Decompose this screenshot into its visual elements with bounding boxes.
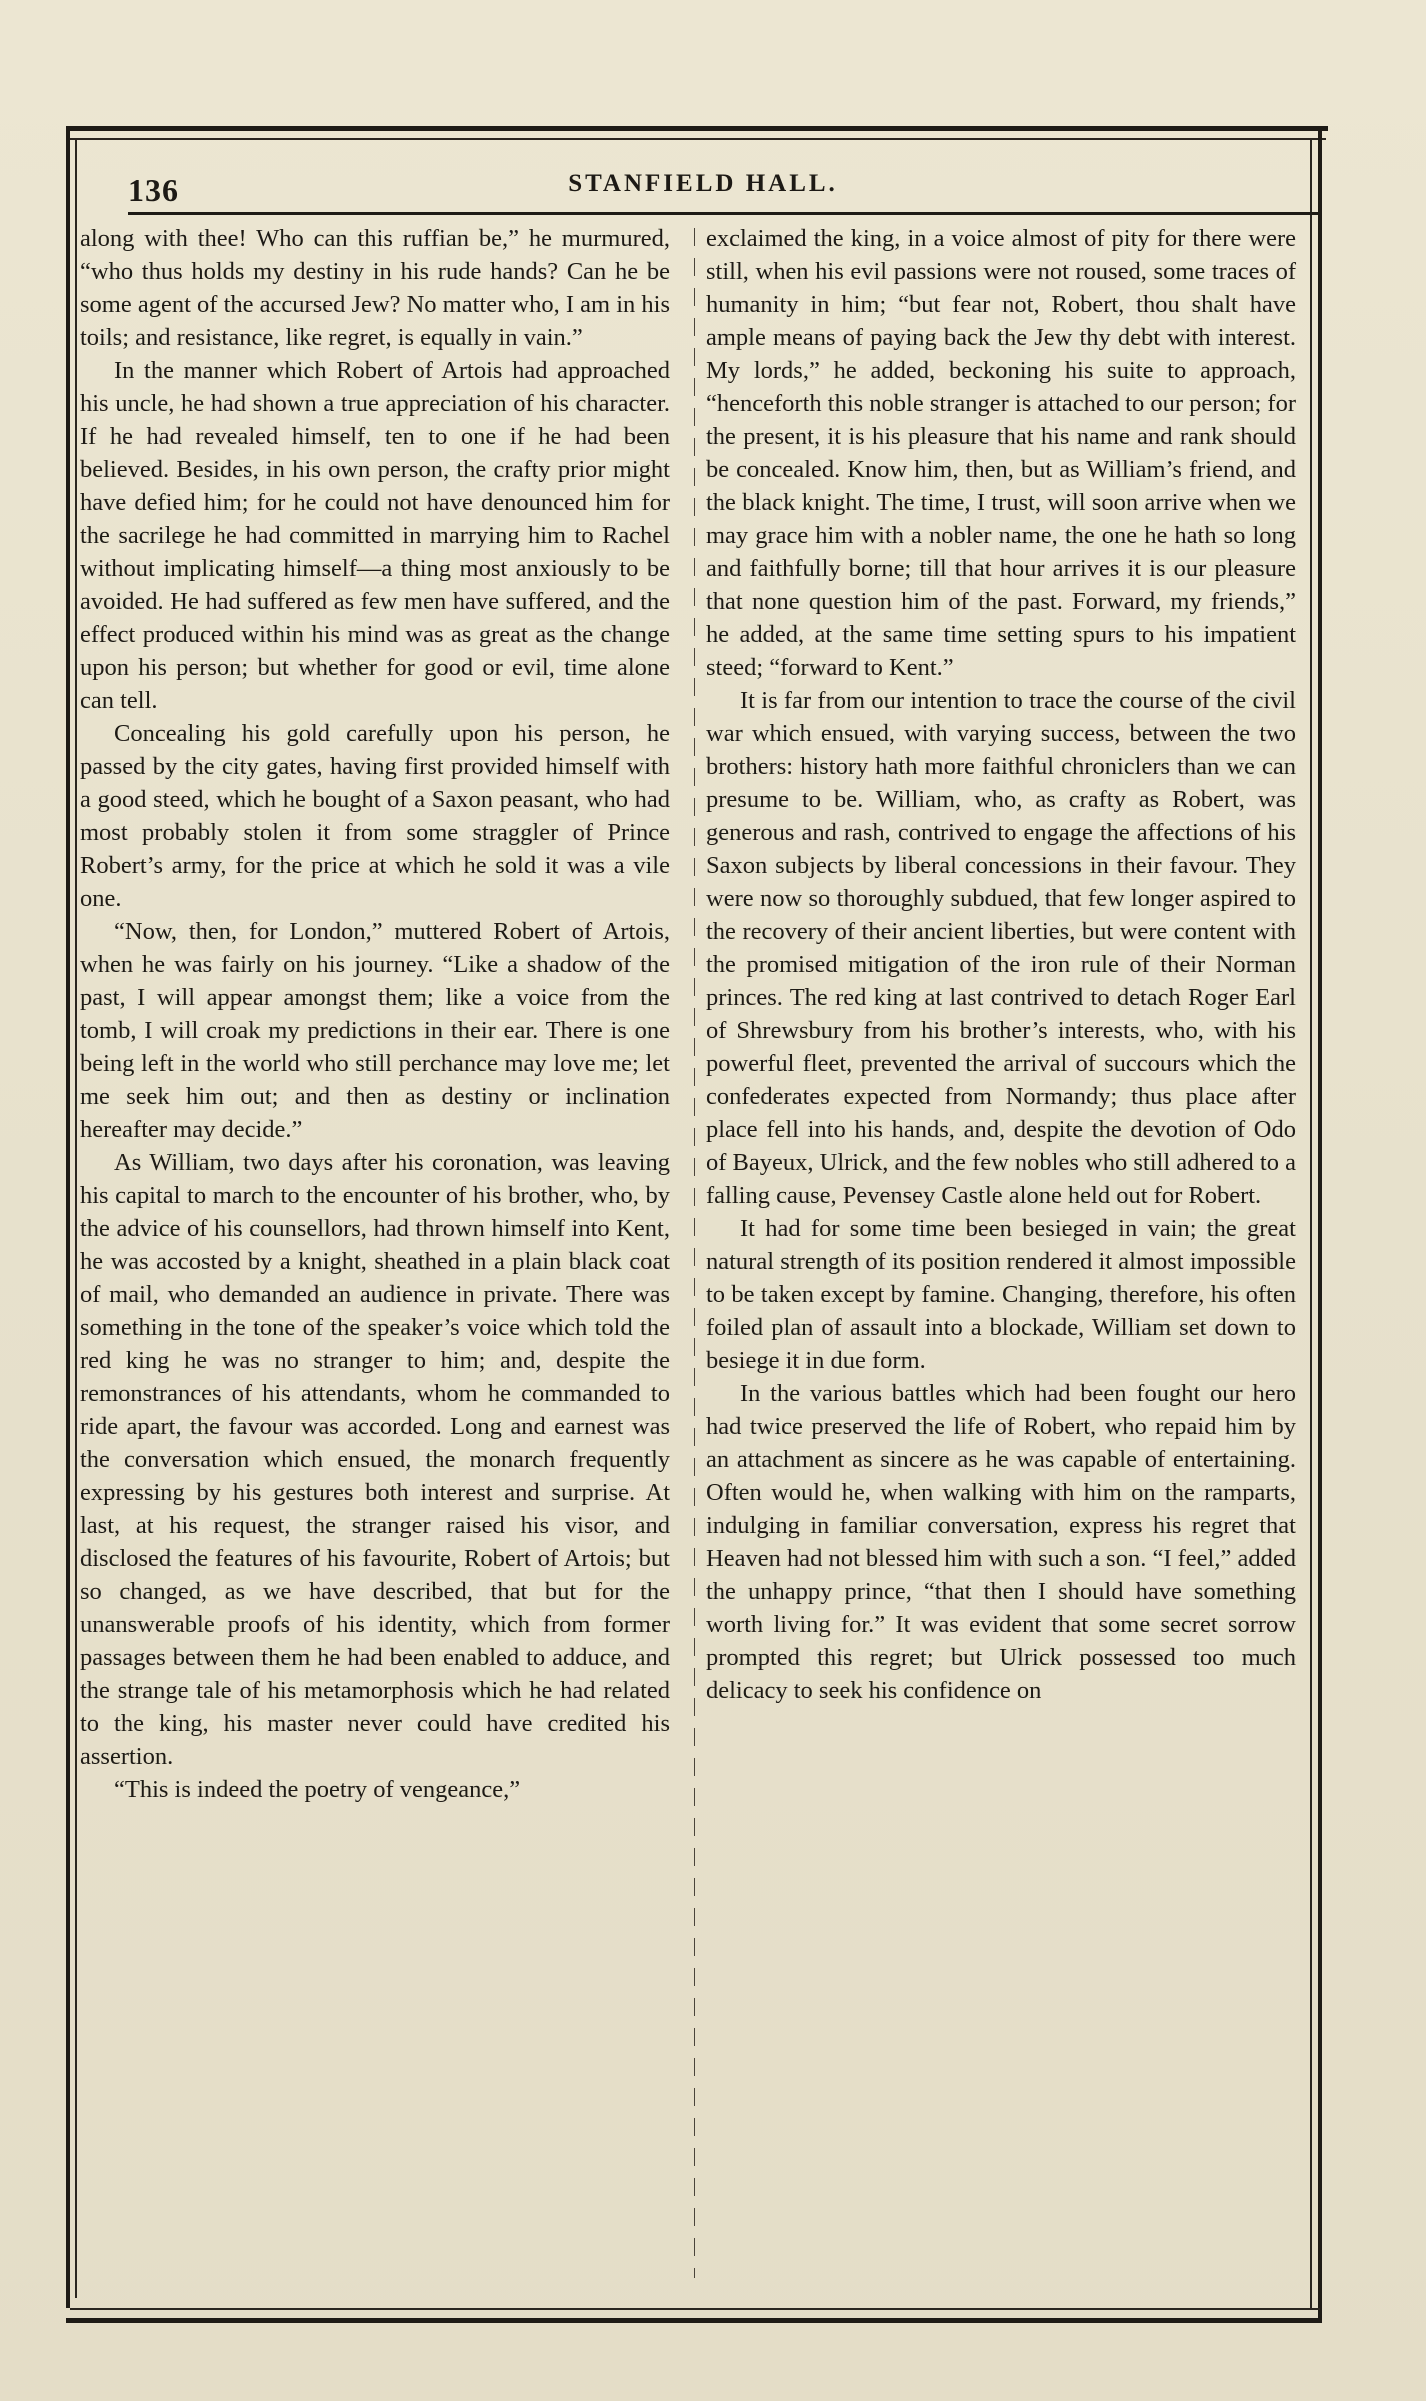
paragraph: As William, two days after his coronation, was leaving his capital to march to the encounter of his brother, who, by the advice of his counsellors, had thrown himself into Kent, he was accosted by a knight, sheathed in a plain black coat of mail, who demanded an audience in private. There was something in the tone of the speaker’s voice which told the red king he was no stranger to him; and, despite the remonstrances of his attendants, whom he commanded to ride apart, the favour was accorded. Long and earnest was the conversation which ensued, the monarch frequently expressing by his gestures both interest and surprise. At last, at his request, the stranger raised his visor, and disclosed the features of his favourite, Robert of Artois; but so changed, as we have described, that but for the unanswerable proofs of his identity, which from former passages between them he had been enabled to adduce, and the strange tale of his metamorphosis which he had related to the king, his master never could have credited his assertion. bbox=[80, 1149, 670, 1770]
page-number: 136 bbox=[128, 172, 179, 208]
right-column bbox=[706, 222, 1296, 1707]
paragraph: Concealing his gold carefully upon his person, he passed by the city gates, having first provided himself with a good steed, which he bought of a Saxon peasant, who had most probably stolen it from some straggler of Prince Robert’s army, for the price at which he sold it was a vile one. bbox=[80, 720, 670, 912]
header-rule bbox=[128, 212, 1318, 215]
frame-top-rule bbox=[66, 126, 1328, 131]
frame-bottom-inner-rule bbox=[70, 2308, 1320, 2310]
paragraph: In the various battles which had been fought our hero had twice preserved the life of Robert, who repaid him by an attachment as sincere as he was capable of entertaining. Often would he, when walking with him on the ramparts, indulging in familiar conversation, express his regret that Heaven had not blessed him with such a son. “I feel,” added the unhappy prince, “that then I should have something worth living for.” It was evident that some secret sorrow prompted this regret; but Ulrick possessed too much delicacy to seek his confidence on bbox=[706, 1380, 1296, 1704]
frame-top-inner-rule bbox=[70, 138, 1326, 140]
frame-right-rule bbox=[1318, 128, 1322, 2318]
page-header bbox=[128, 160, 1278, 210]
paragraph: “Now, then, for London,” muttered Robert of Artois, when he was fairly on his journey. “Like a shadow of the past, I will appear amongst them; like a voice from the tomb, I will croak my predictions in their ear. There is one being left in the world who still perchance may love me; let me seek him out; and then as destiny or inclination hereafter may decide.” bbox=[80, 918, 670, 1143]
paragraph: “This is indeed the poetry of vengeance,” bbox=[114, 1776, 521, 1803]
frame-left-inner-rule bbox=[75, 138, 77, 2298]
running-title: STANFIELD HALL. bbox=[568, 170, 838, 197]
frame-left-rule bbox=[66, 128, 70, 2308]
paragraph: In the manner which Robert of Artois had approached his uncle, he had shown a true appreciation of his character. If he had revealed himself, ten to one if he had been believed. Besides, in his own person, the crafty prior might have defied him; for he could not have denounced him for the sacrilege he had committed in marrying him to Rachel without implicating himself—a thing most anxiously to be avoided. He had suffered as few men have suffered, and the effect produced within his mind was as great as the change upon his person; but whether for good or evil, time alone can tell. bbox=[80, 357, 670, 714]
frame-right-inner-rule bbox=[1310, 138, 1312, 2308]
frame-bottom-rule bbox=[66, 2318, 1322, 2323]
paragraph: along with thee! Who can this ruffian be,” he murmured, “who thus holds my destiny in his rude hands? Can he be some agent of the accursed Jew? No matter who, I am in his toils; and resistance, like regret, is equally in vain.” bbox=[80, 225, 670, 351]
paragraph: It had for some time been besieged in vain; the great natural strength of its position rendered it almost impossible to be taken except by famine. Changing, therefore, his often foiled plan of assault into a blockade, William set down to besiege it in due form. bbox=[706, 1215, 1296, 1374]
paragraph: It is far from our intention to trace the course of the civil war which ensued, with varying success, between the two brothers: history hath more faithful chroniclers than we can presume to be. William, who, as crafty as Robert, was generous and rash, contrived to engage the affections of his Saxon subjects by liberal concessions in their favour. They were now so thoroughly subdued, that few longer aspired to the recovery of their ancient liberties, but were content with the promised mitigation of the iron rule of their Norman princes. The red king at last contrived to detach Roger Earl of Shrewsbury from his brother’s interests, who, with his powerful fleet, prevented the arrival of succours which the confederates expected from Normandy; thus place after place fell into his hands, and, despite the devotion of Odo of Bayeux, Ulrick, and the few nobles who still adhered to a falling cause, Pevensey Castle alone held out for Robert. bbox=[706, 687, 1296, 1209]
left-column bbox=[80, 222, 670, 1806]
column-divider bbox=[694, 228, 695, 2278]
paragraph: exclaimed the king, in a voice almost of pity for there were still, when his evil passions were not roused, some traces of humanity in him; “but fear not, Robert, thou shalt have ample means of paying back the Jew thy debt with interest. My lords,” he added, beckoning his suite to approach, “henceforth this noble stranger is attached to our person; for the present, it is his pleasure that his name and rank should be concealed. Know him, then, but as William’s friend, and the black knight. The time, I trust, will soon arrive when we may grace him with a nobler name, the one he hath so long and faithfully borne; till that hour arrives it is our pleasure that none question him of the past. Forward, my friends,” he added, at the same time setting spurs to his impatient steed; “forward to Kent.” bbox=[706, 225, 1296, 681]
